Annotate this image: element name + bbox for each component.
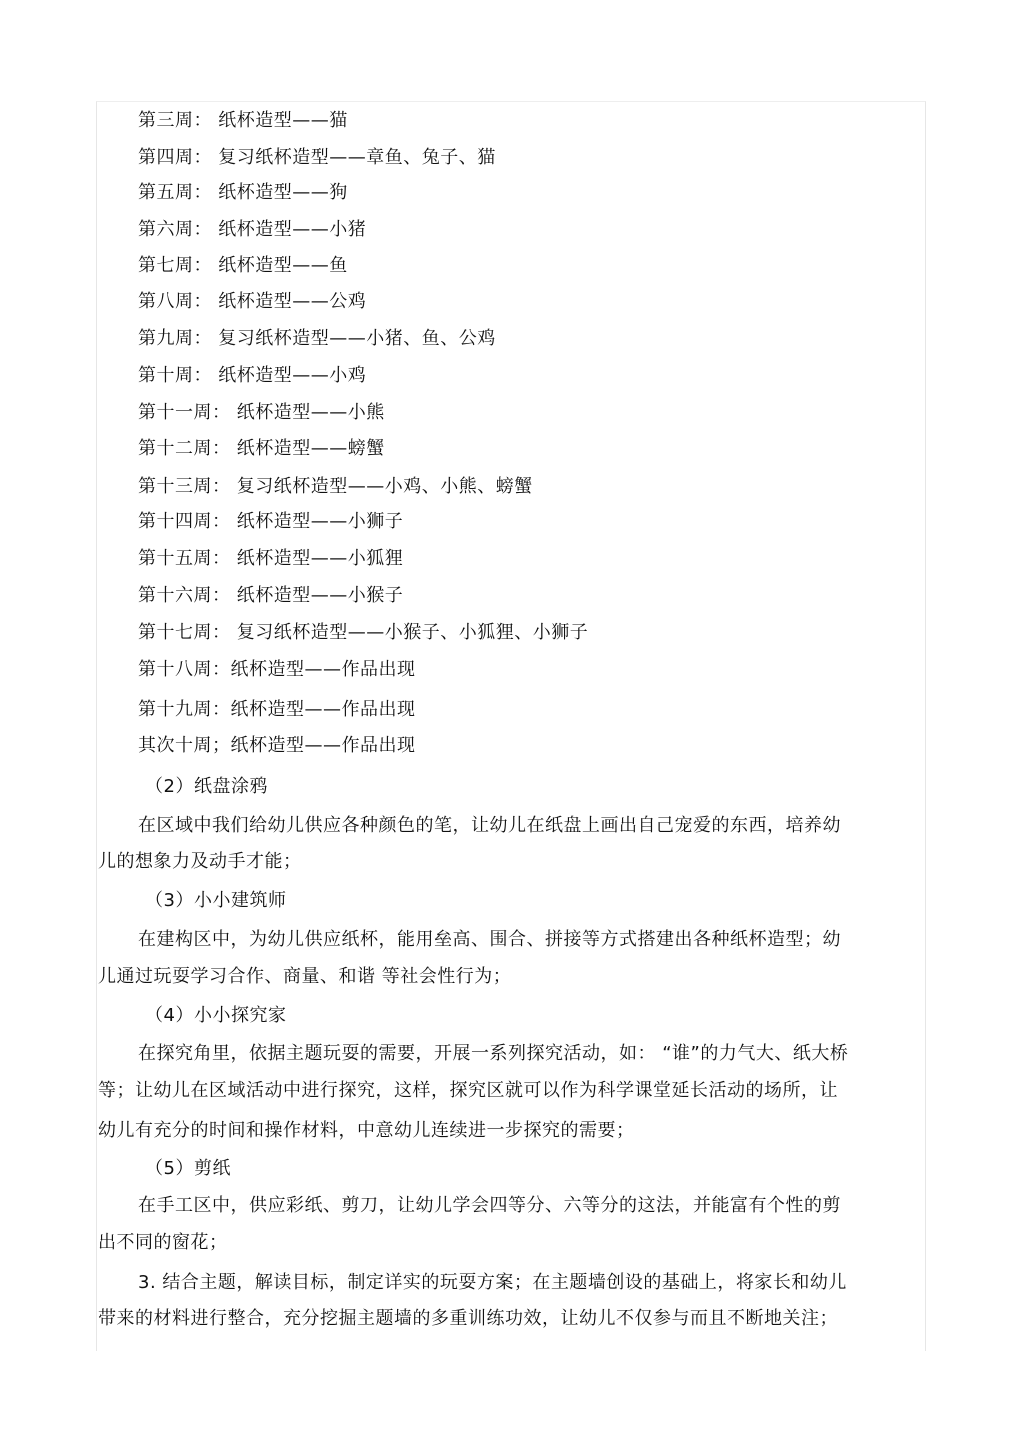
paragraph-line: 幼儿有充分的时间和操作材料，中意幼儿连续进一步探究的需要； [98, 1120, 635, 1141]
section-title-explorer: （4）小小探究家 [145, 1005, 287, 1026]
paragraph-line: 带来的材料进行整合，充分挖掘主题墙的多重训练功效，让幼儿不仅参与而且不断地关注； [98, 1308, 838, 1329]
week-line: 第四周： 复习纸杯造型——章鱼、兔子、猫 [138, 147, 496, 168]
paragraph-line: 在建构区中，为幼儿供应纸杯，能用垒高、围合、拼接等方式搭建出各种纸杯造型；幼 [138, 929, 841, 950]
paragraph-line: 在区域中我们给幼儿供应各种颜色的笔，让幼儿在纸盘上画出自己宠爱的东西，培养幼 [138, 815, 841, 836]
paragraph-line: 儿通过玩耍学习合作、商量、和谐 等社会性行为； [98, 966, 512, 987]
section-title-paper-plate: （2）纸盘涂鸦 [145, 776, 268, 797]
paragraph-line: 等；让幼儿在区域活动中进行探究，这样，探究区就可以作为科学课堂延长活动的场所，让 [98, 1080, 838, 1101]
week-line: 第十二周： 纸杯造型——螃蟹 [138, 438, 385, 459]
week-line: 第九周： 复习纸杯造型——小猪、鱼、公鸡 [138, 328, 496, 349]
week-line: 第十四周： 纸杯造型——小狮子 [138, 511, 404, 532]
section-title-paper-cutting: （5）剪纸 [145, 1158, 231, 1179]
week-line: 第十九周：纸杯造型——作品出现 [138, 699, 416, 720]
week-line: 第十五周： 纸杯造型——小狐狸 [138, 548, 404, 569]
week-line: 第十周： 纸杯造型——小鸡 [138, 365, 367, 386]
paragraph-line: 在探究角里，依据主题玩耍的需要，开展一系列探究活动，如： “谁”的力气大、纸大桥 [138, 1043, 849, 1064]
week-line: 第六周： 纸杯造型——小猪 [138, 219, 367, 240]
week-line: 第十七周： 复习纸杯造型——小猴子、小狐狸、小狮子 [138, 622, 589, 643]
week-line: 第五周： 纸杯造型——狗 [138, 182, 348, 203]
week-line: 第十六周： 纸杯造型——小猴子 [138, 585, 404, 606]
week-line: 第十三周： 复习纸杯造型——小鸡、小熊、螃蟹 [138, 476, 533, 497]
paragraph-line: 儿的想象力及动手才能； [98, 851, 302, 872]
paragraph-line: 3. 结合主题，解读目标，制定详实的玩耍方案；在主题墙创设的基础上，将家长和幼儿 [138, 1272, 847, 1293]
week-line: 第十一周： 纸杯造型——小熊 [138, 402, 385, 423]
paragraph-line: 在手工区中，供应彩纸、剪刀，让幼儿学会四等分、六等分的这法，并能富有个性的剪 [138, 1195, 841, 1216]
week-line: 其次十周；纸杯造型——作品出现 [138, 735, 416, 756]
paragraph-line: 出不同的窗花； [98, 1232, 228, 1253]
week-line: 第七周： 纸杯造型——鱼 [138, 255, 348, 276]
week-line: 第八周： 纸杯造型——公鸡 [138, 291, 367, 312]
week-line: 第三周： 纸杯造型——猫 [138, 110, 348, 131]
week-line: 第十八周：纸杯造型——作品出现 [138, 659, 416, 680]
section-title-architect: （3）小小建筑师 [145, 890, 287, 911]
